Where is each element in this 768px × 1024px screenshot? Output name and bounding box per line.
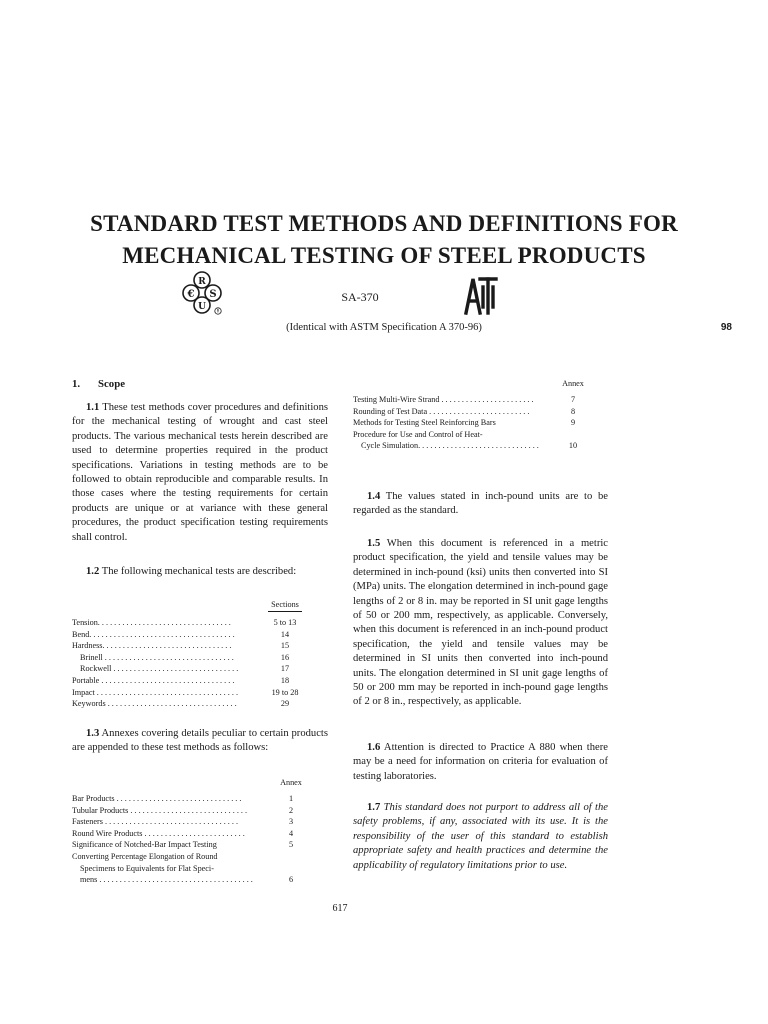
entry-label: mens . . . . . . . . . . . . . . . . . . . . . . . . . . . . . . . . . . . . . . [80,875,253,885]
entry-label: Procedure for Use and Control of Heat- [353,429,483,439]
svg-text:U: U [198,302,206,312]
table-row [353,417,608,429]
entry-reference: 4 [288,828,294,838]
paragraph-text: When this document is referenced in a metric product specification, the yield and tensile values may be determined in inch-pound (ksi) units then converted into SI (MPa) units. The elongation determined in inch-pound gage lengths of 2 or 8 in. may be reported in SI unit gage lengths of 50 or 200 mm, respectively, as applicable. Conversely, when this document is referenced in an inch-pound product specification, the yield and tensile values may be determined in SI units then converted into inch-pound units. The elongation determined in SI unit gage lengths of 50 or 200 mm may be reported in inch-pound gage lengths of 2 or 8 in., respectively, as applicable. [353,538,608,708]
designation-label: SA-370 [341,290,379,304]
entry-label: Tubular Products . . . . . . . . . . . . . . . . . . . . . . . . . . . . . [72,805,248,815]
paragraph-number: 1.7 [367,802,381,813]
entry-reference: 29 [280,699,290,709]
scope-number: 1. [72,378,81,390]
entry-label: Significance of Notched-Bar Impact Testing [72,840,217,850]
entry-reference: 9 [570,418,576,428]
entry-label: Methods for Testing Steel Reinforcing Bars [353,418,496,428]
paragraph-1-4 [353,490,608,519]
entry-label: Round Wire Products . . . . . . . . . . . . . . . . . . . . . . . . . [72,828,245,838]
entry-reference: 7 [570,395,576,404]
paragraph-1-5 [353,537,608,710]
entry-reference: 19 to 28 [271,687,299,697]
identical-with-note: (Identical with ASTM Specification A 370-96) [286,322,482,333]
entry-reference: 6 [288,875,294,885]
entry-label: Hardness. . . . . . . . . . . . . . . . . . . . . . . . . . . . . . . . [72,641,232,651]
entry-reference: 5 to 13 [273,618,297,627]
paragraph-number: 1.3 [86,728,100,739]
table-row [72,629,328,641]
paragraph-1-7 [353,801,608,873]
paragraph-text: Annexes covering details peculiar to certain products are appended to these test methods as follows: [72,728,328,754]
entry-label: Testing Multi-Wire Strand . . . . . . . . . . . . . . . . . . . . . . . [353,395,534,404]
entry-reference: 14 [280,629,290,639]
entry-reference: 1 [288,794,294,803]
entry-label: Specimens to Equivalents for Flat Speci- [80,863,214,873]
entry-label: Bend. . . . . . . . . . . . . . . . . . . . . . . . . . . . . . . . . . . . [72,629,235,639]
entry-label: Rockwell . . . . . . . . . . . . . . . . . . . . . . . . . . . . . . . [80,664,239,674]
entry-reference: 16 [280,652,290,662]
svg-text:R: R [198,277,206,287]
page-tag: 98 [720,322,732,333]
paragraph-number: 1.5 [367,538,381,549]
paragraph-1-6 [353,741,608,784]
paragraph-1-2 [72,565,328,579]
table-row [72,874,328,886]
table-row [353,394,608,406]
entry-label: Converting Percentage Elongation of Round [72,851,218,861]
table-row [72,805,328,817]
table-row [72,816,328,828]
svg-text:€: € [187,289,195,300]
table-row [72,617,328,629]
entry-reference: 10 [568,441,578,451]
paragraph-text: Attention is directed to Practice A 880 when there may be a need for information on criteria for evaluation of testing laboratories. [353,742,608,782]
paragraph-1-3 [72,727,328,756]
entry-reference: 17 [280,664,290,674]
scope-heading [72,378,125,390]
table-row [72,687,328,699]
table-row [72,793,328,805]
paragraph-1-1 [72,401,328,545]
paragraph-text: The following mechanical tests are described: [101,566,297,577]
table-row [353,429,608,441]
entry-reference: 18 [280,675,290,685]
table-row [72,851,328,863]
entry-label: Rounding of Test Data . . . . . . . . . . . . . . . . . . . . . . . . . [353,406,530,416]
paragraph-text: These test methods cover procedures and definitions for the mechanical testing of wrought and cast steel products. The various mechanical tests herein described are used to determine properties required in the product specifications. Variations in testing methods are to be followed to obtain reproducible and comparable results. In those cases where the testing requirements for certain products are unique or at variance with these general procedures, the product specification testing requirements shall control. [72,402,328,543]
astm-logo-icon [460,273,500,317]
entry-label: Brinell . . . . . . . . . . . . . . . . . . . . . . . . . . . . . . . . [80,652,234,662]
table-row [72,652,328,664]
page-number: 617 [332,903,348,914]
paragraph-text: This standard does not purport to address all of the safety problems, if any, associated with its use. It is the responsibility of the user of this standard to establish appropriate safety and health practices and determine the applicability of regulatory limitations prior to use. [353,802,608,871]
title-line-2: MECHANICAL TESTING OF STEEL PRODUCTS [122,243,646,268]
paragraph-number: 1.1 [86,402,100,413]
mechanical-tests-list [72,617,328,710]
entry-label: Bar Products . . . . . . . . . . . . . . . . . . . . . . . . . . . . . . . [72,794,242,803]
sections-column-label: Sections [268,600,302,612]
paragraph-text: The values stated in inch-pound units are to be regarded as the standard. [353,491,608,517]
annex-list-right [353,394,608,452]
ces-logo-icon [180,270,224,316]
svg-text:R: R [216,308,220,314]
entry-label: Portable . . . . . . . . . . . . . . . . . . . . . . . . . . . . . . . . . [72,675,235,685]
entry-label: Impact . . . . . . . . . . . . . . . . . . . . . . . . . . . . . . . . . . . [72,687,239,697]
table-row [72,640,328,652]
annex-list-left [72,793,328,886]
entry-label: Cycle Simulation. . . . . . . . . . . . . . . . . . . . . . . . . . . . . . [361,441,539,451]
paragraph-number: 1.6 [367,742,381,753]
scope-title: Scope [98,378,125,390]
entry-reference: 5 [288,840,294,850]
table-row [353,406,608,418]
table-row [353,440,608,452]
entry-reference: 15 [280,641,290,651]
entry-label: Fasteners . . . . . . . . . . . . . . . . . . . . . . . . . . . . . . . . . [72,817,239,827]
svg-text:S: S [209,289,217,300]
paragraph-number: 1.2 [86,566,100,577]
paragraph-number: 1.4 [367,491,381,502]
table-row [72,675,328,687]
entry-label: Tension. . . . . . . . . . . . . . . . . . . . . . . . . . . . . . . . . [72,618,231,627]
annex-column-label: Annex [562,379,584,388]
entry-reference: 8 [570,406,576,416]
document-title [40,208,728,272]
table-row [72,698,328,710]
table-row [72,828,328,840]
annex-column-label: Annex [280,778,302,787]
entry-label: Keywords . . . . . . . . . . . . . . . . . . . . . . . . . . . . . . . . [72,699,237,709]
table-row [72,839,328,851]
entry-reference: 3 [288,817,294,827]
title-line-1: STANDARD TEST METHODS AND DEFINITIONS FOR [90,211,678,236]
entry-reference: 2 [288,805,294,815]
table-row [72,663,328,675]
table-row [72,863,328,875]
